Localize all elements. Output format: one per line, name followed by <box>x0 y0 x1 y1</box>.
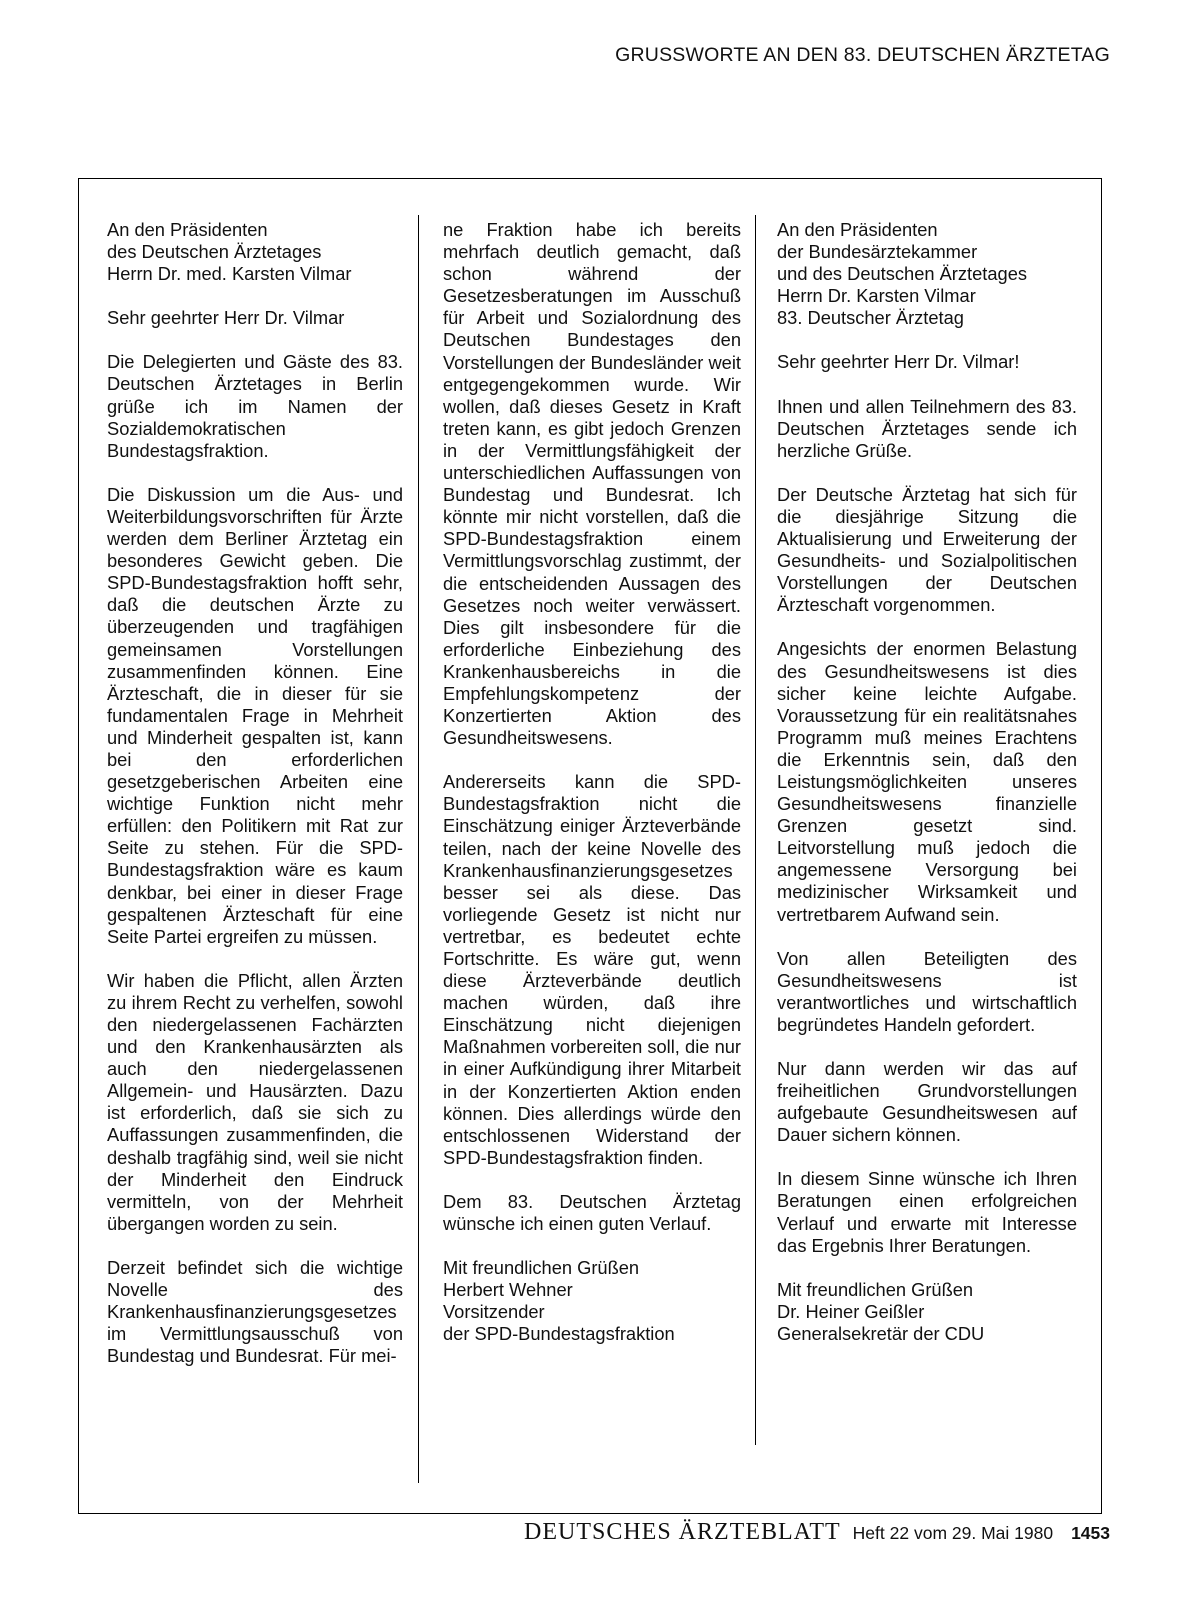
letter-column-1 <box>107 219 403 1389</box>
address-line: 83. Deutscher Ärztetag <box>777 307 964 329</box>
address-block <box>777 219 1077 329</box>
address-block <box>107 219 403 285</box>
closing-line: Mit freundlichen Grüßen <box>777 1278 974 1300</box>
paragraph: Der Deutsche Ärztetag hat sich für die diesjährige Sitzung die Aktualisierung und Erweiterung der Gesundheits- und Sozialpolitischen Vorstellungen der Deutschen Ärzteschaft vorgenommen. <box>777 483 1077 616</box>
salutation: Sehr geehrter Herr Dr. Vilmar! <box>777 351 1020 373</box>
paragraph: Die Delegierten und Gäste des 83. Deutschen Ärztetages in Berlin grüße ich im Namen der Sozialdemokratischen Bundestagsfraktion. <box>107 351 403 461</box>
address-line: Herrn Dr. med. Karsten Vilmar <box>107 263 352 285</box>
signature-name: Dr. Heiner Geißler <box>777 1300 925 1322</box>
paragraph: Angesichts der enormen Belastung des Gesundheitswesens ist dies sicher keine leichte Aufgabe. Voraussetzung für ein realitätsnahes Programm muß meines Erachtens die Erkenntnis sein, daß den Leistungsmöglichkeiten unseres Gesundheitswesens finanzielle Grenzen gesetzt sind. Leitvorstellung muß jedoch die angemessene Versorgung bei medizinischer Wirksamkeit und vertretbarem Aufwand sein. <box>777 638 1077 925</box>
address-line: des Deutschen Ärztetages <box>107 241 322 263</box>
address-line: Herrn Dr. Karsten Vilmar <box>777 285 976 307</box>
column-divider <box>755 215 756 1445</box>
closing-block <box>777 1279 1077 1345</box>
paragraph: ne Fraktion habe ich bereits mehrfach deutlich gemacht, daß schon während der Gesetzesberatungen im Ausschuß für Arbeit und Sozialordnung des Deutschen Bundestages den Vorstellungen der Bundesländer weit entgegengekommen wurde. Wir wollen, daß dieses Gesetz in Kraft treten kann, es gibt jedoch Grenzen in der Vermittlungsfähigkeit der unterschiedlichen Auffassungen von Bundestag und Bundesrat. Ich könnte mir nicht vorstellen, daß die SPD-Bundestagsfraktion einem Vermittlungsvorschlag zustimmt, der die entscheidenden Aussagen des Gesetzes noch weiter verwässert. Dies gilt insbesondere für die erforderliche Einbeziehung des Krankenhausbereichs in die Empfehlungskompetenz der Konzertierten Aktion des Gesundheitswesens. <box>443 219 741 749</box>
page-number: 1453 <box>1071 1523 1110 1543</box>
address-line: und des Deutschen Ärztetages <box>777 263 1028 285</box>
closing-line: Vorsitzender <box>443 1301 545 1323</box>
closing-line: Mit freundlichen Grüßen <box>443 1257 640 1279</box>
paragraph: Andererseits kann die SPD-Bundestagsfraktion nicht die Einschätzung einiger Ärzteverbände teilen, nach der keine Novelle des Krankenhausfinanzierungsgesetzes besser sei als diese. Das vorliegende Gesetz ist nicht nur vertretbar, es bedeutet echte Fortschritte. Es wäre gut, wenn diese Ärzteverbände deutlich machen würden, daß ihre Einschätzung nicht diejenigen Maßnahmen vorbereiten soll, die nur in einer Aufkündigung ihrer Mitarbeit in der Konzertierten Aktion enden können. Dies allerdings würde den entschlossenen Widerstand der SPD-Bundestagsfraktion finden. <box>443 771 741 1168</box>
paragraph: Nur dann werden wir das auf freiheitlichen Grundvorstellungen aufgebaute Gesundheitswesen auf Dauer sichern können. <box>777 1058 1077 1146</box>
closing-block <box>443 1257 741 1345</box>
paragraph: Die Diskussion um die Aus- und Weiterbildungsvorschriften für Ärzte werden dem Berliner Ärztetag ein besonderes Gewicht geben. Die SPD-Bundestagsfraktion hofft sehr, daß die deutschen Ärzte zu überzeugenden und tragfähigen gemeinsamen Vorstellungen zusammenfinden können. Eine Ärzteschaft, die in dieser für sie fundamentalen Frage in Mehrheit und Minderheit gespalten ist, kann bei den erforderlichen gesetzgeberischen Arbeiten eine wichtige Funktion nicht mehr erfüllen: den Politikern mit Rat zur Seite zu stehen. Für die SPD-Bundestagsfraktion wäre es kaum denkbar, bei einer in dieser Frage gespaltenen Ärzteschaft für eine Seite Partei ergreifen zu müssen. <box>107 483 403 947</box>
paragraph: Von allen Beteiligten des Gesundheitswesens ist verantwortliches und wirtschaftlich begründetes Handeln gefordert. <box>777 947 1077 1035</box>
publication-name: DEUTSCHES ÄRZTEBLATT <box>524 1519 841 1545</box>
paragraph: Dem 83. Deutschen Ärztetag wünsche ich einen guten Verlauf. <box>443 1190 741 1235</box>
column-divider <box>418 215 419 1483</box>
address-line: An den Präsidenten <box>777 219 938 240</box>
paragraph: Ihnen und allen Teilnehmern des 83. Deutschen Ärztetages sende ich herzliche Grüße. <box>777 395 1077 461</box>
running-header: GRUSSWORTE AN DEN 83. DEUTSCHEN ÄRZTETAG <box>615 44 1110 66</box>
letter-column-2 <box>443 219 741 1368</box>
salutation: Sehr geehrter Herr Dr. Vilmar <box>107 307 345 329</box>
issue-info: Heft 22 vom 29. Mai 1980 <box>852 1523 1054 1543</box>
paragraph: Derzeit befindet sich die wichtige Novelle des Krankenhausfinanzierungsgesetzes im Vermittlungsausschuß von Bundestag und Bundesrat. Für mei- <box>107 1256 403 1367</box>
signature-name: Herbert Wehner <box>443 1279 573 1301</box>
letters-frame <box>78 178 1102 1514</box>
closing-line: der SPD-Bundestagsfraktion <box>443 1323 675 1345</box>
page-footer <box>524 1519 1110 1546</box>
address-line: der Bundesärztekammer <box>777 241 978 263</box>
address-line: An den Präsidenten <box>107 219 268 240</box>
closing-line: Generalsekretär der CDU <box>777 1322 985 1344</box>
letter-column-3 <box>777 219 1077 1367</box>
paragraph: In diesem Sinne wünsche ich Ihren Beratungen einen erfolgreichen Verlauf und erwarte mit Interesse das Ergebnis Ihrer Beratungen. <box>777 1168 1077 1256</box>
paragraph: Wir haben die Pflicht, allen Ärzten zu ihrem Recht zu verhelfen, sowohl den niedergelassenen Fachärzten und den Krankenhausärzten als auch den niedergelassenen Allgemein- und Hausärzten. Dazu ist erforderlich, daß sie sich zu Auffassungen zusammenfinden, die deshalb tragfähig sind, weil sie nicht der Minderheit den Eindruck vermitteln, von der Mehrheit übergangen worden zu sein. <box>107 969 403 1234</box>
